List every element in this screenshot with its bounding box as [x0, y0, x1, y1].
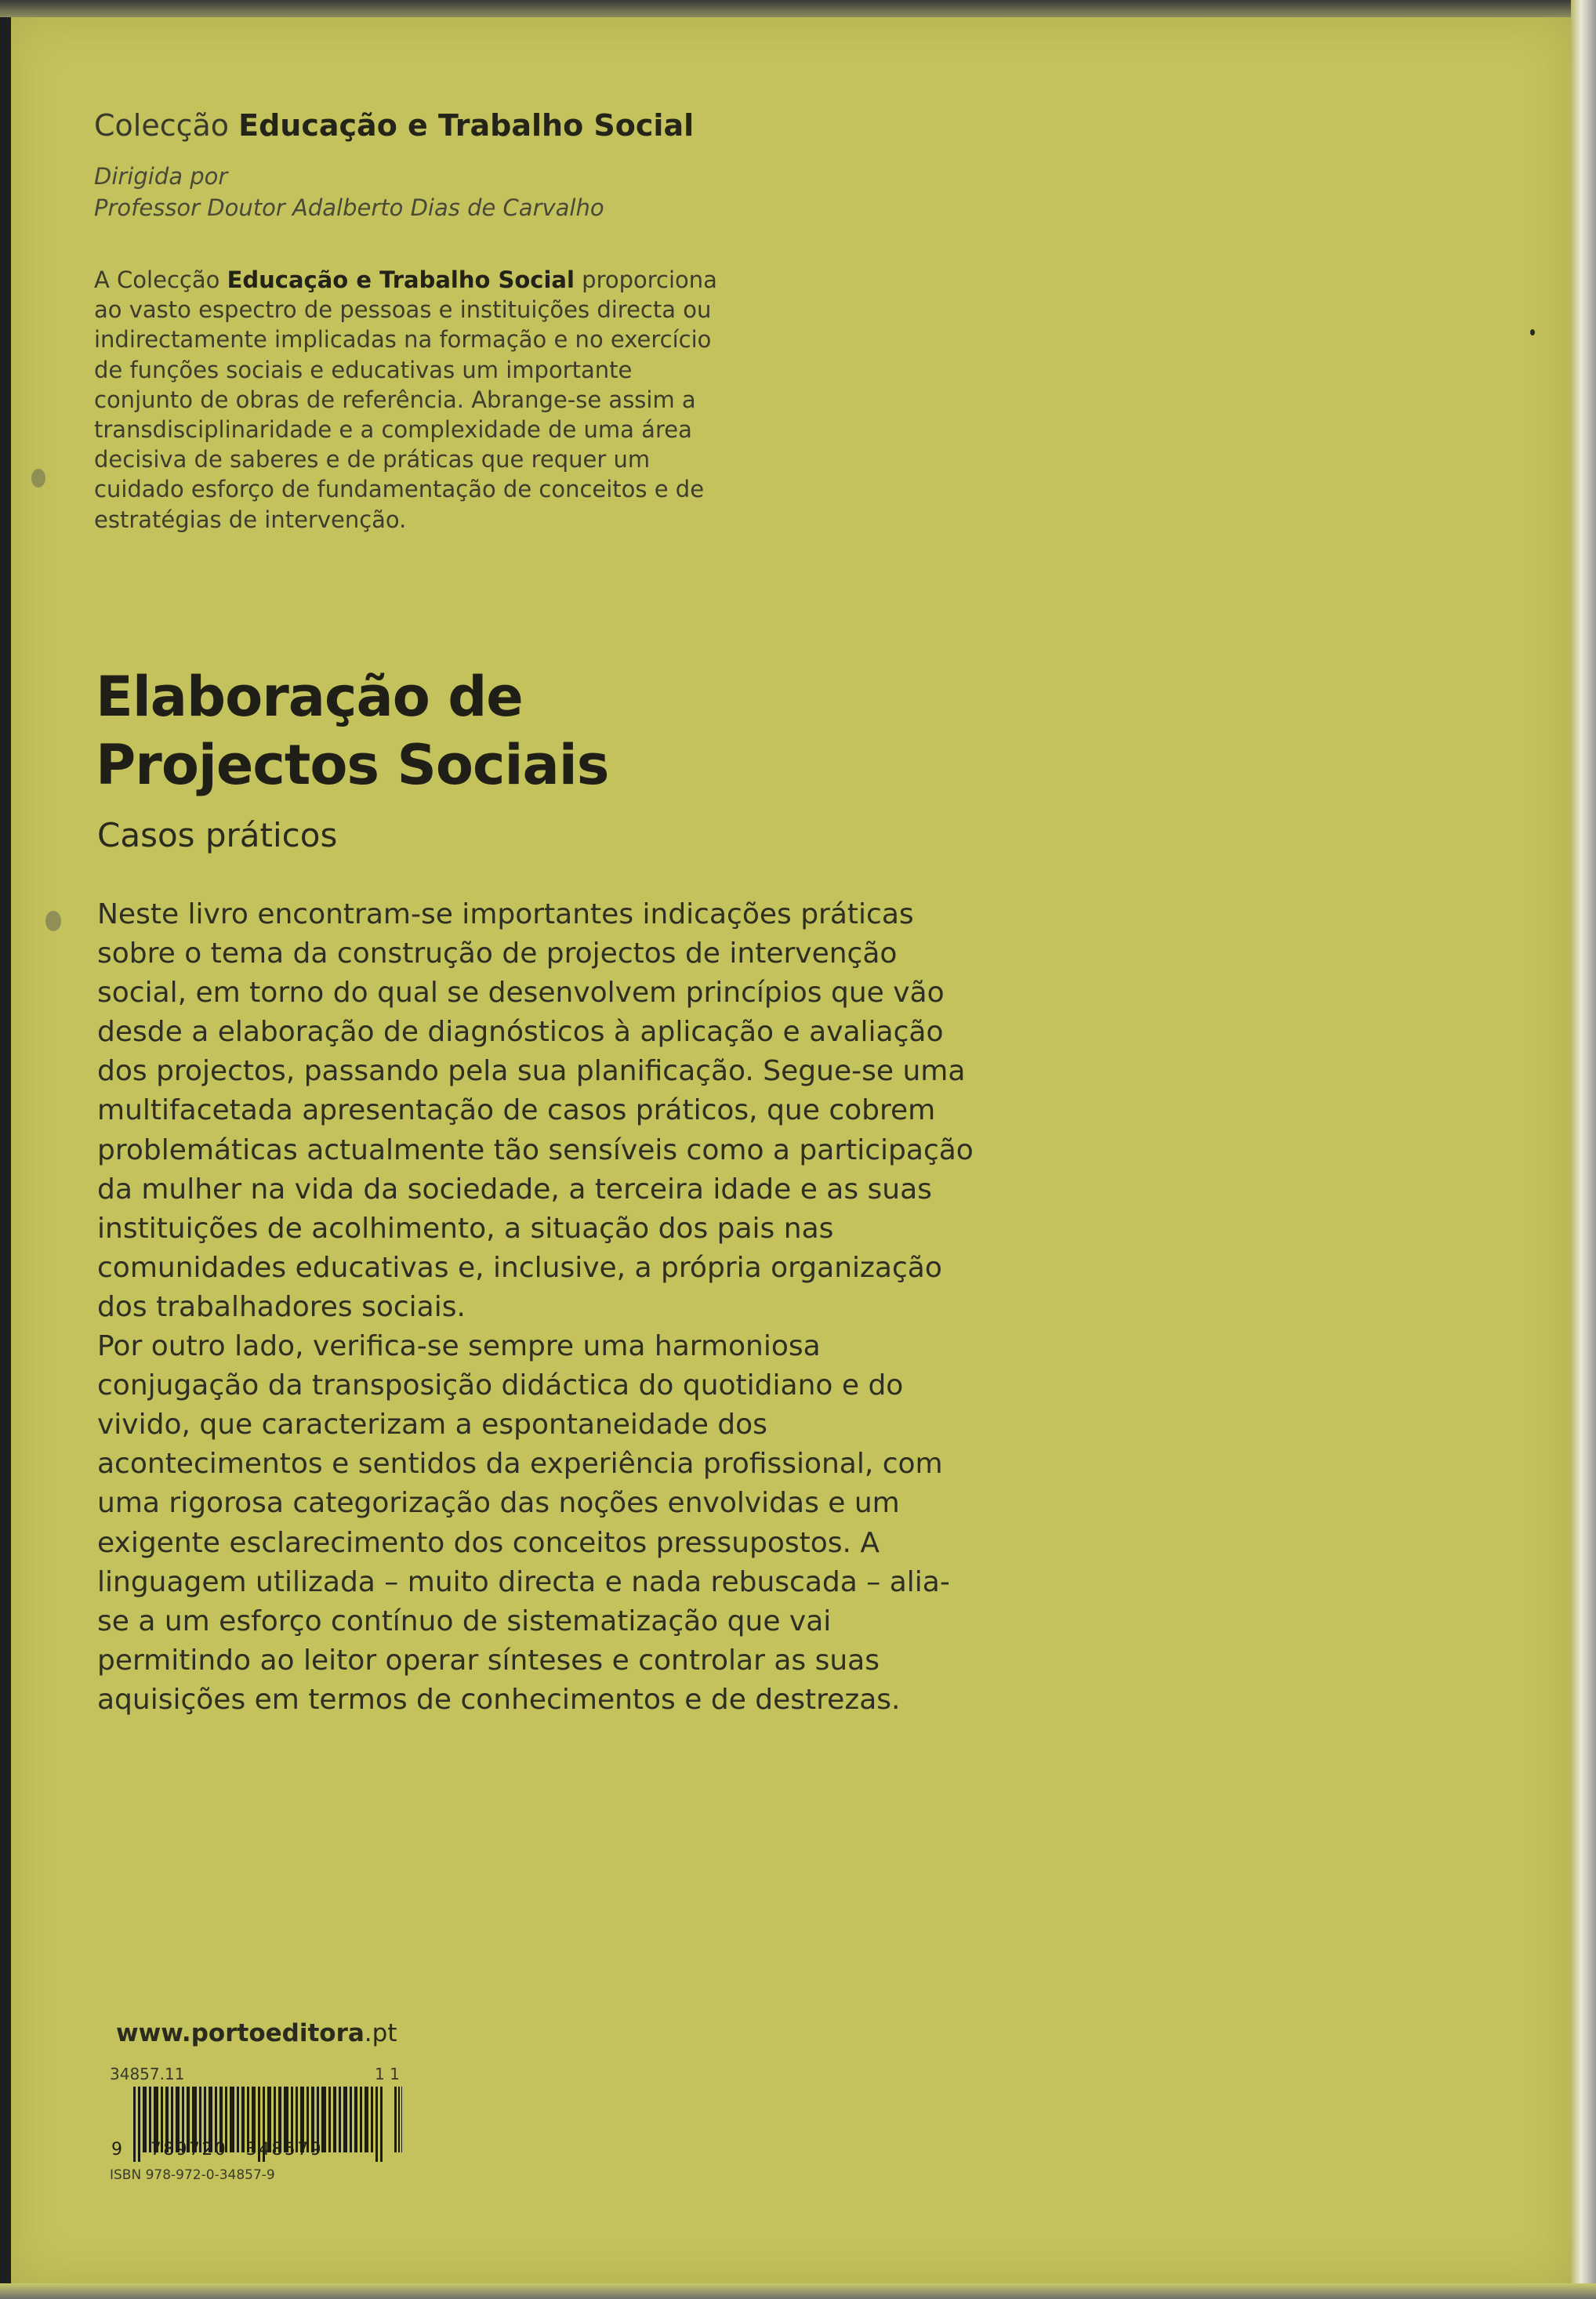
synopsis-paragraph-1: Neste livro encontram-se importantes indicações práticas sobre o tema da construção de projectos de intervenção social, em torno do qual se desenvolvem princípios que vão desde a elaboração de diagnósticos à aplicação e avaliação dos projectos, passando pela sua planificação. Segue-se uma multifacetada apresentação de casos práticos, que cobrem problemáticas actualmente tão sensíveis como a participação da mulher na vida da sociedade, a terceira idade e as suas instituições de acolhimento, a situação dos pais nas comunidades educativas e, inclusive, a própria organização dos trabalhadores sociais.	[97, 898, 974, 1323]
description-collection-name: Educação e Trabalho Social	[227, 267, 575, 293]
description-text: proporciona ao vasto espectro de pessoas e instituições directa ou indirectamente implicadas na formação e no exercício de funções sociais e educativas um importante conjunto de obras de referência. Abrange-se assim a transdisciplinaridade e a complexidade de uma área decisiva de saberes e de práticas que requer um cuidado esforço de fundamentação de conceitos e de estratégias de intervenção.	[94, 267, 717, 533]
barcode-right-digits: 348579	[245, 2140, 323, 2159]
scan-edge-top	[0, 0, 1596, 17]
barcode-bar	[350, 2087, 352, 2152]
site-domain: .pt	[364, 2019, 397, 2047]
scan-speck	[31, 469, 45, 488]
collection-prefix: Colecção	[94, 108, 230, 143]
site-prefix: www.	[116, 2019, 191, 2047]
barcode-bar	[343, 2087, 347, 2152]
barcode-addon-bar	[398, 2087, 400, 2152]
collection-description	[94, 265, 721, 535]
barcode-bar	[354, 2087, 357, 2152]
barcode-bar	[333, 2087, 336, 2152]
director-name: Professor Doutor Adalberto Dias de Carvalho	[94, 194, 604, 221]
book-subtitle: Casos práticos	[97, 816, 338, 854]
barcode-addon-bar	[401, 2087, 402, 2152]
scan-speck	[1530, 329, 1535, 335]
book-title-line1: Elaboração de	[96, 665, 523, 729]
book-synopsis	[97, 895, 975, 1720]
site-name: portoeditora	[190, 2019, 365, 2047]
barcode-bar	[339, 2087, 341, 2152]
isbn-number: ISBN 978-972-0-34857-9	[110, 2167, 275, 2183]
barcode-left-digits: 789720	[150, 2140, 228, 2159]
product-code: 34857.11	[110, 2065, 185, 2083]
description-intro: A Colecção	[94, 267, 220, 293]
directed-by-label: Dirigida por	[94, 163, 228, 190]
barcode-bar	[371, 2087, 373, 2152]
price-code: 1 1	[375, 2065, 400, 2083]
scan-edge-right	[1571, 0, 1596, 2299]
synopsis-paragraph-2: Por outro lado, verifica-se sempre uma harmoniosa conjugação da transposição didáctica do quotidiano e do vivido, que caracterizam a espontaneidade dos acontecimentos e sentidos da experiência profissional, com uma rigorosa categorização das noções envolvidas e um exigente esclarecimento dos conceitos pressupostos. A linguagem utilizada – muito directa e nada rebuscada – alia-se a um esforço contínuo de sistematização que vai permitindo ao leitor operar sínteses e controlar as suas aquisições em termos de conhecimentos e de destrezas.	[97, 1330, 950, 1716]
publisher-website[interactable]	[116, 2019, 397, 2047]
barcode-bar	[375, 2087, 378, 2162]
barcode-bar	[360, 2087, 362, 2152]
barcode-bar	[365, 2087, 368, 2152]
barcode-first-digit: 9	[111, 2140, 125, 2159]
collection-director	[94, 161, 604, 223]
barcode-bar	[380, 2087, 383, 2162]
book-title-line2: Projectos Sociais	[96, 733, 609, 797]
collection-name: Educação e Trabalho Social	[238, 108, 695, 143]
scan-speck	[45, 911, 61, 931]
collection-heading	[94, 108, 694, 143]
scan-edge-bottom	[0, 2283, 1596, 2299]
barcode-digits	[111, 2140, 323, 2159]
barcode-addon-bar	[394, 2087, 397, 2152]
book-title	[96, 663, 608, 800]
barcode-bar	[328, 2087, 331, 2152]
